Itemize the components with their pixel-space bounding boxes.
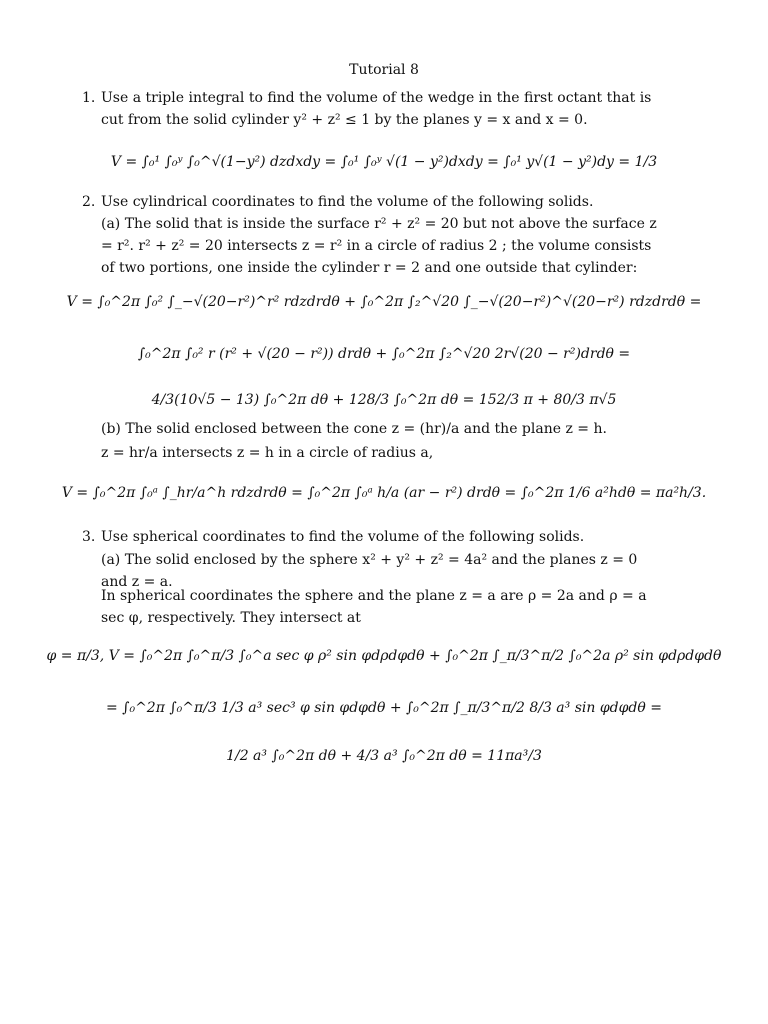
problem-3a-statement: (a) The solid enclosed by the sphere x² + y² + z² = 4a² and the planes z = 0 and z = a. — [101, 552, 638, 590]
problem-2b-statement-2: z = hr/a intersects z = h in a circle of radius a, — [101, 445, 434, 461]
problem-2-statement: Use cylindrical coordinates to find the volume of the following solids. — [101, 194, 594, 210]
problem-3-number: 3. — [82, 529, 96, 545]
problem-3a-equation-1: φ = π/3, V = ∫₀^2π ∫₀^π/3 ∫₀^a sec φ ρ² sin φdρdφdθ + ∫₀^2π ∫_π/3^π/2 ∫₀^2a ρ² sin φdρdφdθ — [46, 648, 722, 664]
problem-3-statement: Use spherical coordinates to find the volume of the following solids. — [101, 529, 585, 545]
page-title: Tutorial 8 — [349, 62, 419, 78]
problem-3a-statement-2: In spherical coordinates the sphere and the plane z = a are ρ = 2a and ρ = a sec φ, respectively. They intersect at — [101, 588, 647, 626]
problem-2a-statement: (a) The solid that is inside the surface r² + z² = 20 but not above the surface z = r². r² + z² = 20 intersects z = r² in a circle of radius 2 ; the volume consists of two portions, one inside the cylinder r = 2 and one outside that cylinder: — [101, 216, 657, 276]
problem-2-number: 2. — [82, 194, 96, 210]
problem-1-number: 1. — [82, 90, 96, 106]
problem-2a-equation-3: 4/3(10√5 − 13) ∫₀^2π dθ + 128/3 ∫₀^2π dθ = 152/3 π + 80/3 π√5 — [151, 392, 617, 408]
problem-1-statement: Use a triple integral to find the volume of the wedge in the first octant that is cut from the solid cylinder y² + z² ≤ 1 by the planes y = x and x = 0. — [101, 90, 652, 128]
problem-1-equation: V = ∫₀¹ ∫₀ʸ ∫₀^√(1−y²) dzdxdy = ∫₀¹ ∫₀ʸ √(1 − y²)dxdy = ∫₀¹ y√(1 − y²)dy = 1/3 — [110, 154, 658, 170]
problem-3a-equation-2: = ∫₀^2π ∫₀^π/3 1/3 a³ sec³ φ sin φdφdθ + ∫₀^2π ∫_π/3^π/2 8/3 a³ sin φdφdθ = — [105, 700, 662, 716]
problem-3a-equation-3: 1/2 a³ ∫₀^2π dθ + 4/3 a³ ∫₀^2π dθ = 11πa³/3 — [226, 748, 542, 764]
problem-2a-equation-2: ∫₀^2π ∫₀² r (r² + √(20 − r²)) drdθ + ∫₀^2π ∫₂^√20 2r√(20 − r²)drdθ = — [137, 346, 631, 362]
problem-2b-statement: (b) The solid enclosed between the cone z = (hr)/a and the plane z = h. — [101, 421, 607, 437]
problem-2b-equation: V = ∫₀^2π ∫₀ᵃ ∫_hr/a^h rdzdrdθ = ∫₀^2π ∫₀ᵃ h/a (ar − r²) drdθ = ∫₀^2π 1/6 a²hdθ = πa²h/3. — [61, 485, 707, 501]
problem-2a-equation-1: V = ∫₀^2π ∫₀² ∫_−√(20−r²)^r² rdzdrdθ + ∫₀^2π ∫₂^√20 ∫_−√(20−r²)^√(20−r²) rdzdrdθ = — [66, 294, 702, 310]
